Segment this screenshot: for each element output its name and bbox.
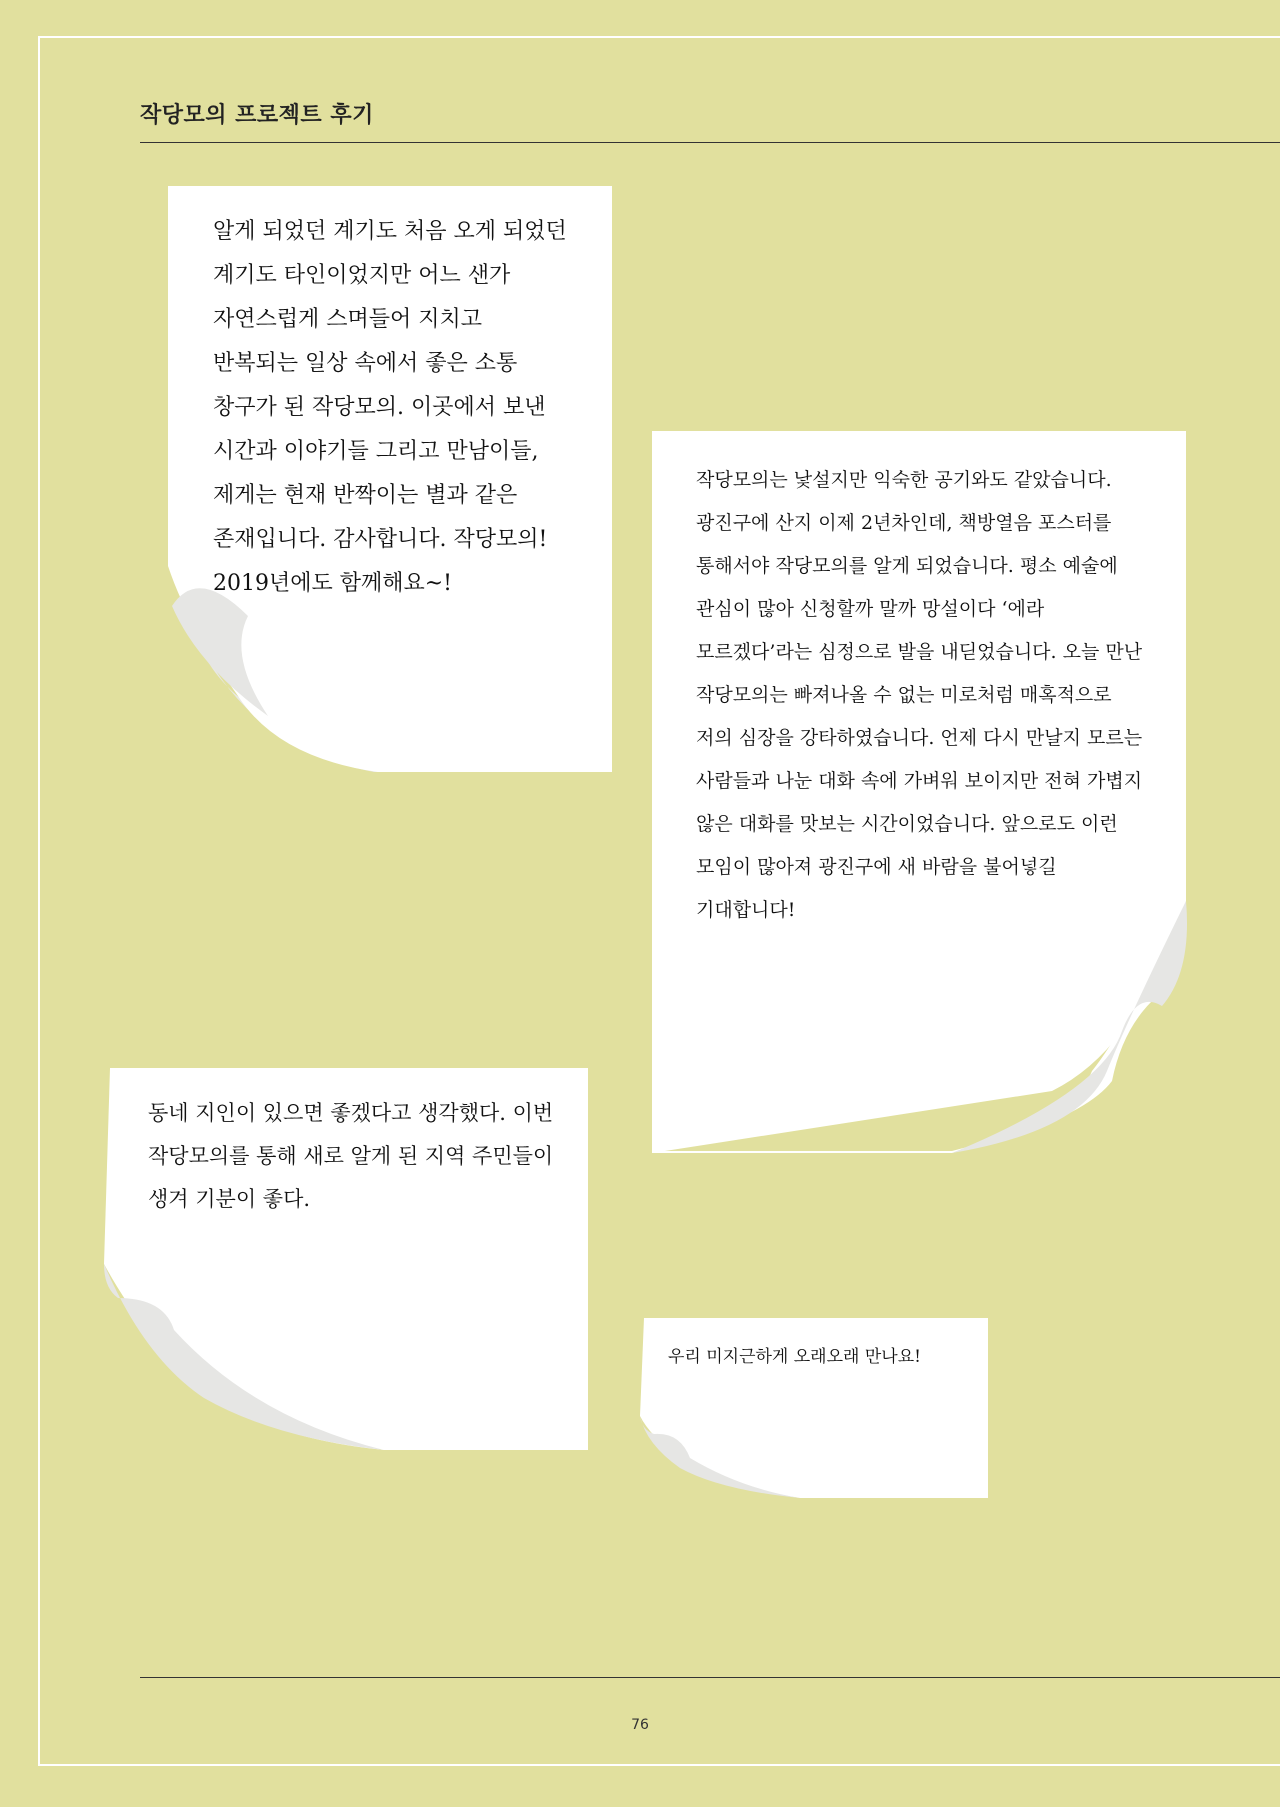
- note-card-3: [104, 1068, 588, 1450]
- note-card-1: [168, 186, 612, 772]
- note-card-4: [640, 1318, 988, 1498]
- note-text-4: 우리 미지근하게 오래오래 만나요!: [668, 1347, 921, 1367]
- note-card-2: [652, 431, 1186, 1153]
- header-rule: [140, 142, 1280, 143]
- page-title: 작당모의 프로젝트 후기: [140, 103, 374, 128]
- note-text-2: 작당모의는 낯설지만 익숙한 공기와도 같았습니다. 광진구에 산지 이제 2년차인데, 책방열음 포스터를 통해서야 작당모의를 알게 되었습니다. 평소 예술에 관심이 많아 신청할까 말까 망설이다 ‘에라 모르겠다’라는 심정으로 발을 내딛었습니다. 오늘 만난 작당모의는 빠져나올 수 없는 미로처럼 매혹적으로 저의 심장을 강타하였습니다. 언제 다시 만날지 모르는 사람들과 나눈 대화 속에 가벼워 보이지만 전혀 가볍지 않은 대화를 맛보는 시간이었습니다. 앞으로도 이런 모임이 많아져 광진구에 새 바람을 불어넣길 기대합니다!: [696, 469, 1143, 921]
- note-text-1: 알게 되었던 계기도 처음 오게 되었던 계기도 타인이었지만 어느 샌가 자연스럽게 스며들어 지치고 반복되는 일상 속에서 좋은 소통 창구가 된 작당모의. 이곳에서 보낸 시간과 이야기들 그리고 만남이들, 제게는 현재 반짝이는 별과 같은 존재입니다. 감사합니다. 작당모의! 2019년에도 함께해요~!: [213, 219, 567, 596]
- page-number: 76: [631, 1717, 649, 1733]
- footer-rule: [140, 1677, 1280, 1678]
- note-text-3: 동네 지인이 있으면 좋겠다고 생각했다. 이번 작당모의를 통해 새로 알게 된 지역 주민들이 생겨 기분이 좋다.: [148, 1101, 554, 1211]
